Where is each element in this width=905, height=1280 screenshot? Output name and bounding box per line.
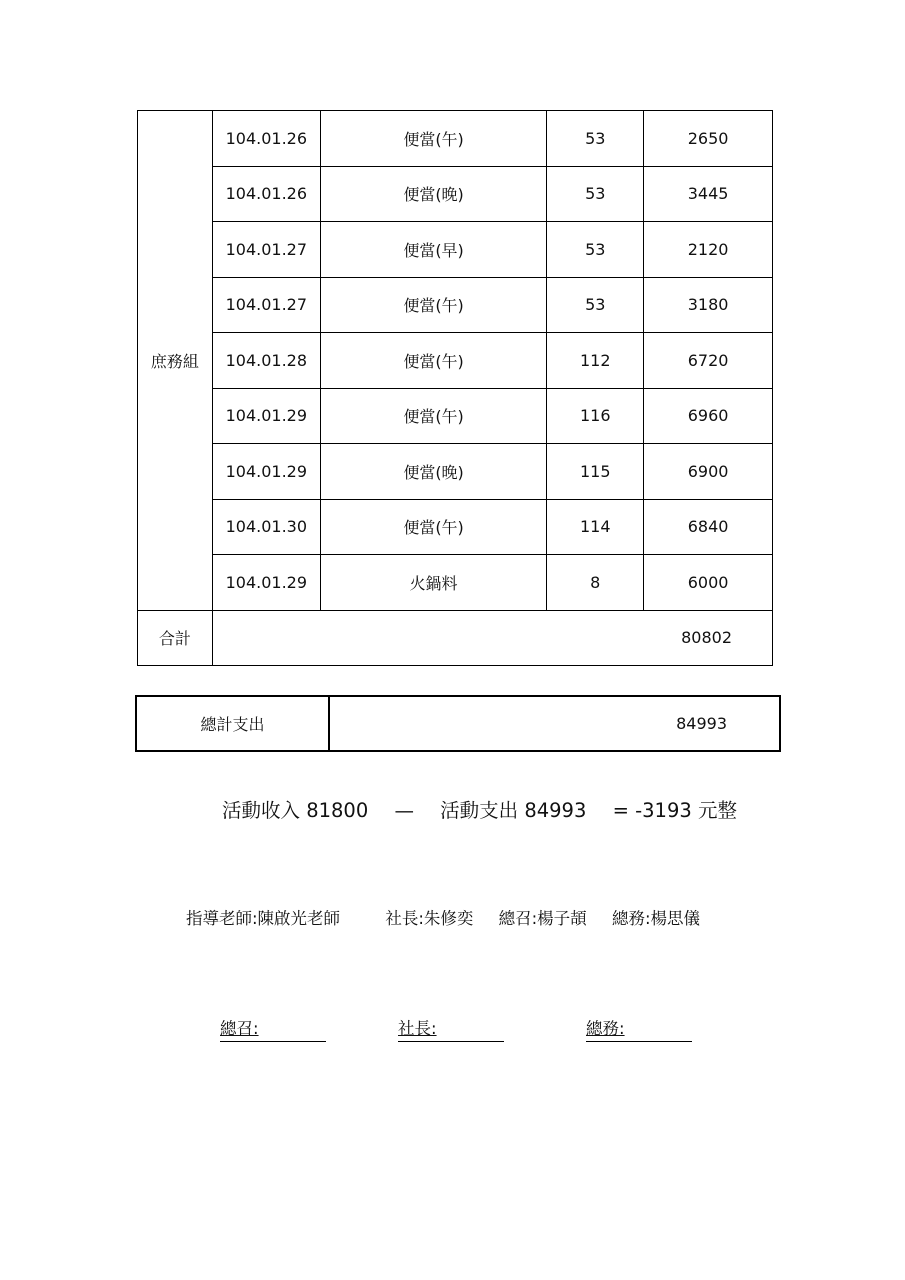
grand-total-table [135, 695, 781, 752]
amount-cell: 3180 [644, 277, 773, 333]
item-cell: 便當(午) [320, 333, 547, 389]
table-row [138, 277, 773, 333]
quantity-cell: 115 [547, 444, 644, 500]
officers-line [186, 905, 720, 929]
income-text: 活動收入 81800 [222, 799, 369, 822]
signature-general-affairs: 總務: [586, 1015, 692, 1042]
amount-cell: 6900 [644, 444, 773, 500]
balance-result: = -3193 元整 [612, 799, 737, 822]
item-cell: 便當(早) [320, 222, 547, 278]
amount-cell: 6000 [644, 555, 773, 611]
quantity-cell: 8 [547, 555, 644, 611]
amount-cell: 6720 [644, 333, 773, 389]
quantity-cell: 112 [547, 333, 644, 389]
convener-name: 總召:楊子頡 [498, 909, 587, 928]
date-cell: 104.01.26 [212, 166, 320, 222]
item-cell: 火鍋料 [320, 555, 547, 611]
date-cell: 104.01.26 [212, 111, 320, 167]
subtotal-value: 80802 [212, 610, 772, 666]
date-cell: 104.01.28 [212, 333, 320, 389]
quantity-cell: 114 [547, 499, 644, 555]
item-cell: 便當(晚) [320, 444, 547, 500]
subtotal-row [138, 610, 773, 666]
date-cell: 104.01.27 [212, 277, 320, 333]
date-cell: 104.01.29 [212, 555, 320, 611]
grand-total-row [136, 696, 780, 751]
table-row [138, 555, 773, 611]
quantity-cell: 116 [547, 388, 644, 444]
amount-cell: 6840 [644, 499, 773, 555]
table-row [138, 333, 773, 389]
item-cell: 便當(午) [320, 111, 547, 167]
group-label: 庶務組 [138, 111, 213, 611]
subtotal-label: 合計 [138, 610, 213, 666]
signature-president: 社長: [398, 1015, 504, 1042]
date-cell: 104.01.30 [212, 499, 320, 555]
quantity-cell: 53 [547, 222, 644, 278]
amount-cell: 2120 [644, 222, 773, 278]
advisor-name: 指導老師:陳啟光老師 [186, 909, 341, 928]
quantity-cell: 53 [547, 166, 644, 222]
expense-text: 活動支出 84993 [440, 799, 587, 822]
date-cell: 104.01.29 [212, 388, 320, 444]
quantity-cell: 53 [547, 277, 644, 333]
table-row [138, 444, 773, 500]
president-name: 社長:朱修奕 [385, 909, 474, 928]
quantity-cell: 53 [547, 111, 644, 167]
amount-cell: 3445 [644, 166, 773, 222]
grand-total-value: 84993 [329, 696, 780, 751]
item-cell: 便當(晚) [320, 166, 547, 222]
item-cell: 便當(午) [320, 499, 547, 555]
general-affairs-name: 總務:楊思儀 [611, 909, 700, 928]
table-row [138, 222, 773, 278]
item-cell: 便當(午) [320, 388, 547, 444]
item-cell: 便當(午) [320, 277, 547, 333]
balance-summary [222, 795, 757, 823]
minus-dash: — [394, 799, 414, 822]
signature-convener: 總召: [220, 1015, 326, 1042]
grand-total-label: 總計支出 [136, 696, 329, 751]
expense-table [137, 110, 773, 666]
date-cell: 104.01.27 [212, 222, 320, 278]
table-row [138, 111, 773, 167]
amount-cell: 2650 [644, 111, 773, 167]
date-cell: 104.01.29 [212, 444, 320, 500]
table-row [138, 166, 773, 222]
table-row [138, 388, 773, 444]
table-row [138, 499, 773, 555]
amount-cell: 6960 [644, 388, 773, 444]
